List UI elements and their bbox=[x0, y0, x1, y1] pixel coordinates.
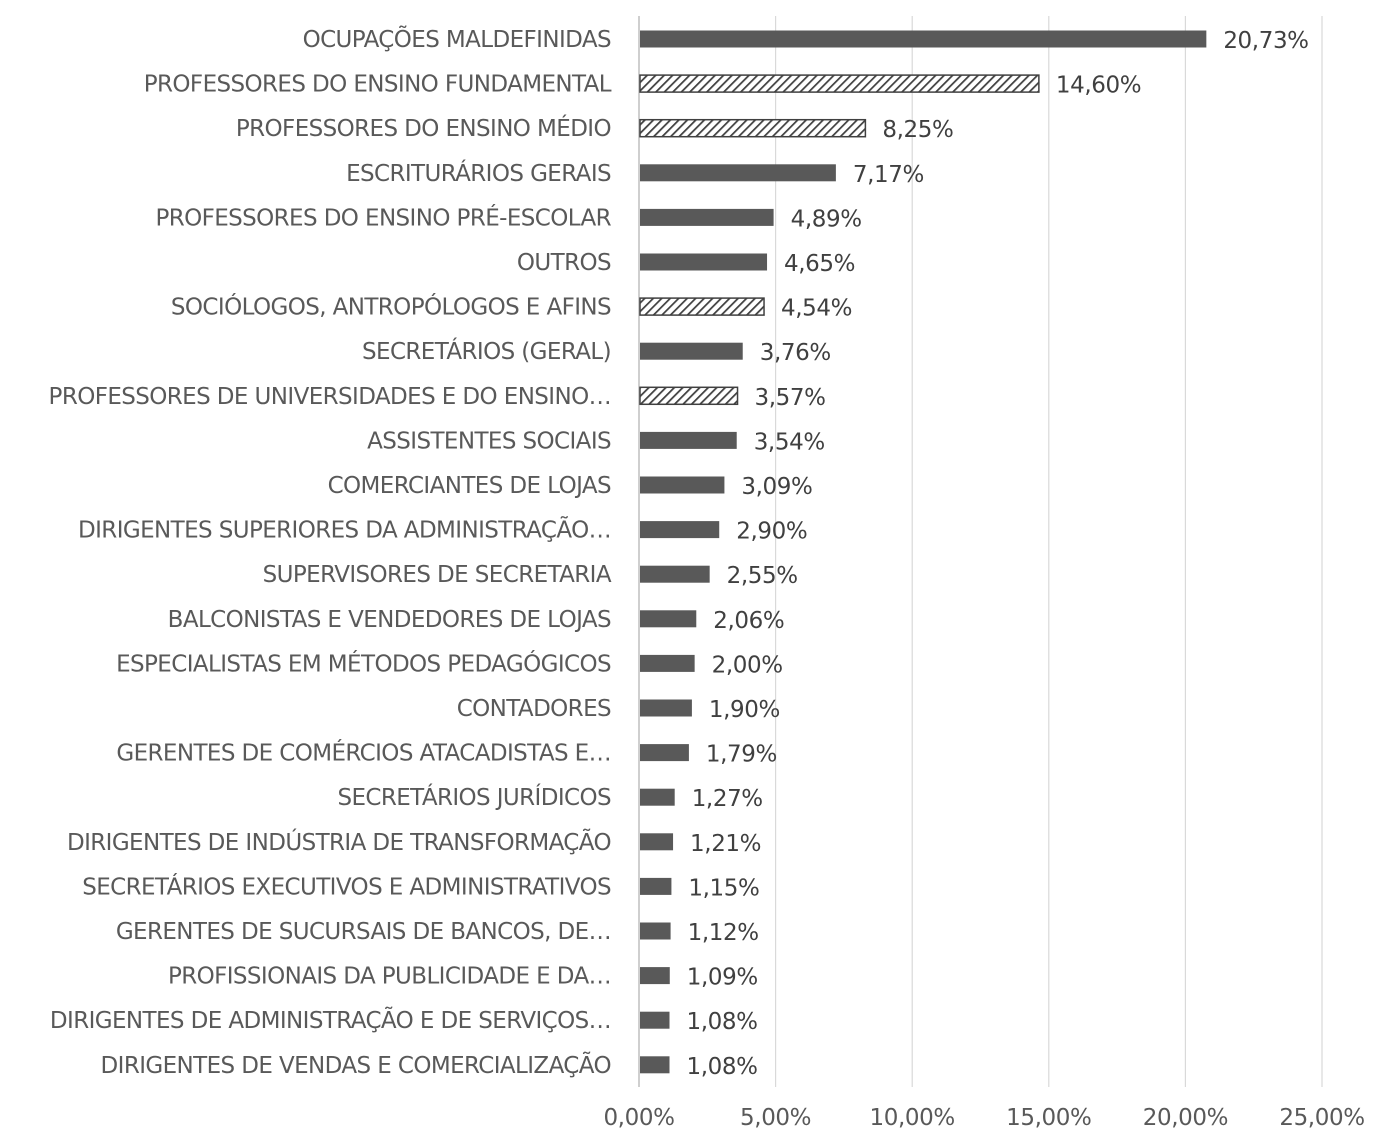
x-tick-label: 10,00% bbox=[869, 1105, 955, 1131]
category-label: PROFESSORES DO ENSINO MÉDIO bbox=[235, 116, 611, 143]
category-label: GERENTES DE SUCURSAIS DE BANCOS, DE… bbox=[115, 919, 611, 945]
bar bbox=[640, 477, 724, 494]
category-label: BALCONISTAS E VENDEDORES DE LOJAS bbox=[167, 606, 611, 633]
bar bbox=[640, 789, 675, 806]
bar bbox=[640, 209, 774, 226]
data-label: 1,27% bbox=[691, 786, 763, 813]
bar bbox=[640, 120, 865, 137]
category-label: OUTROS bbox=[516, 250, 611, 276]
bar bbox=[640, 655, 695, 672]
category-label: SUPERVISORES DE SECRETARIA bbox=[262, 562, 611, 589]
category-label: DIRIGENTES DE ADMINISTRAÇÃO E DE SERVIÇOS… bbox=[49, 1008, 611, 1035]
category-label: SOCIÓLOGOS, ANTROPÓLOGOS E AFINS bbox=[170, 294, 611, 321]
bar bbox=[640, 432, 737, 449]
data-label: 1,12% bbox=[687, 920, 759, 946]
bar bbox=[640, 967, 670, 984]
bar bbox=[640, 833, 673, 850]
data-label: 2,90% bbox=[736, 518, 808, 545]
category-label: SECRETÁRIOS JURÍDICOS bbox=[337, 785, 611, 812]
bar bbox=[640, 387, 738, 404]
category-label: SECRETÁRIOS EXECUTIVOS E ADMINISTRATIVOS bbox=[82, 874, 611, 901]
bar bbox=[640, 521, 719, 538]
category-label: SECRETÁRIOS (GERAL) bbox=[362, 339, 611, 366]
data-label: 4,54% bbox=[781, 295, 853, 322]
category-label: COMERCIANTES DE LOJAS bbox=[327, 473, 611, 499]
data-label: 3,57% bbox=[754, 384, 826, 411]
data-label: 7,17% bbox=[852, 161, 924, 188]
data-label: 1,79% bbox=[705, 741, 777, 768]
data-label: 1,90% bbox=[708, 697, 780, 723]
data-label: 3,76% bbox=[759, 340, 831, 367]
category-label: CONTADORES bbox=[456, 696, 611, 722]
data-label: 8,25% bbox=[882, 117, 954, 144]
bar bbox=[640, 1056, 670, 1073]
x-axis-tick-labels bbox=[603, 1105, 1364, 1131]
category-label: ASSISTENTES SOCIAIS bbox=[367, 428, 611, 455]
bar bbox=[640, 610, 696, 627]
category-label: ESPECIALISTAS EM MÉTODOS PEDAGÓGICOS bbox=[116, 651, 611, 678]
category-label: ESCRITURÁRIOS GERAIS bbox=[346, 160, 611, 187]
bar bbox=[640, 343, 743, 360]
bar bbox=[640, 744, 689, 761]
data-label: 20,73% bbox=[1223, 28, 1309, 54]
category-label: PROFESSORES DO ENSINO PRÉ-ESCOLAR bbox=[155, 205, 611, 232]
category-label: DIRIGENTES SUPERIORES DA ADMINISTRAÇÃO… bbox=[78, 517, 611, 544]
category-label: PROFESSORES DE UNIVERSIDADES E DO ENSINO… bbox=[48, 383, 611, 410]
data-label: 2,00% bbox=[711, 652, 783, 679]
data-label: 1,08% bbox=[686, 1009, 758, 1036]
bar bbox=[640, 923, 671, 940]
data-label: 1,21% bbox=[690, 830, 762, 857]
bar bbox=[640, 298, 764, 315]
x-tick-label: 0,00% bbox=[603, 1105, 675, 1131]
bar bbox=[640, 700, 692, 717]
data-label: 3,54% bbox=[753, 429, 825, 456]
category-label: DIRIGENTES DE INDÚSTRIA DE TRANSFORMAÇÃO bbox=[66, 829, 611, 856]
data-label: 1,15% bbox=[688, 875, 760, 902]
data-label: 4,65% bbox=[784, 251, 856, 277]
value-labels bbox=[687, 28, 1309, 1080]
data-label: 1,09% bbox=[686, 964, 758, 991]
data-label: 1,08% bbox=[686, 1053, 758, 1080]
x-tick-label: 20,00% bbox=[1142, 1105, 1229, 1131]
category-label: OCUPAÇÕES MALDEFINIDAS bbox=[302, 27, 611, 53]
data-label: 3,09% bbox=[741, 474, 813, 500]
bar bbox=[640, 878, 671, 895]
category-label: DIRIGENTES DE VENDAS E COMERCIALIZAÇÃO bbox=[100, 1052, 611, 1079]
category-labels bbox=[49, 24, 612, 1079]
x-tick-label: 15,00% bbox=[1006, 1105, 1092, 1131]
category-label: GERENTES DE COMÉRCIOS ATACADISTAS E… bbox=[116, 740, 611, 767]
x-tick-label: 25,00% bbox=[1279, 1105, 1365, 1131]
x-tick-label: 5,00% bbox=[740, 1105, 812, 1131]
bar bbox=[640, 254, 767, 271]
category-label: PROFESSORES DO ENSINO FUNDAMENTAL bbox=[143, 71, 611, 98]
category-label: PROFISSIONAIS DA PUBLICIDADE E DA… bbox=[167, 963, 611, 990]
data-label: 2,06% bbox=[713, 607, 785, 634]
bar bbox=[640, 164, 836, 181]
bar bbox=[640, 75, 1039, 92]
data-label: 2,55% bbox=[726, 563, 798, 590]
data-label: 14,60% bbox=[1055, 72, 1142, 99]
data-label: 4,89% bbox=[790, 206, 862, 233]
bar bbox=[640, 1012, 670, 1029]
bar bbox=[640, 566, 710, 583]
bar bbox=[640, 31, 1206, 48]
